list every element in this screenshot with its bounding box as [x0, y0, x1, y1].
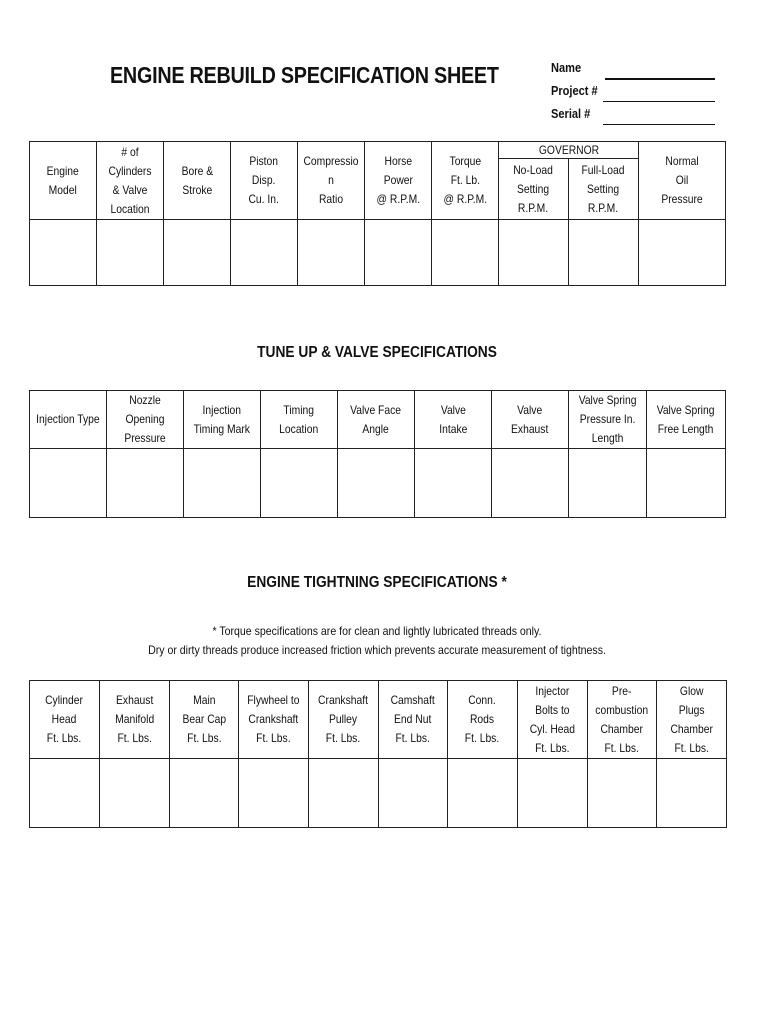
entry-cell[interactable]	[298, 220, 365, 286]
entry-cell[interactable]	[448, 759, 518, 828]
tightening-section-title: ENGINE TIGHTNING SPECIFICATIONS *	[247, 574, 507, 591]
header-main-bear-cap: Main Bear Cap Ft. Lbs.	[170, 681, 239, 759]
header-exhaust-manifold: Exhaust Manifold Ft. Lbs.	[100, 681, 170, 759]
entry-cell[interactable]	[97, 220, 164, 286]
entry-cell[interactable]	[415, 449, 492, 518]
header-bore-stroke: Bore & Stroke	[164, 142, 231, 220]
header-valve-face-angle: Valve Face Angle	[338, 391, 415, 449]
header-no-load-setting: No-Load Setting R.P.M.	[499, 159, 569, 220]
name-label: Name	[551, 60, 582, 75]
entry-cell[interactable]	[170, 759, 239, 828]
entry-cell[interactable]	[647, 449, 726, 518]
entry-cell[interactable]	[499, 220, 569, 286]
entry-cell[interactable]	[569, 220, 639, 286]
serial-label: Serial #	[551, 106, 591, 121]
header-piston-disp: Piston Disp. Cu. In.	[231, 142, 298, 220]
entry-cell[interactable]	[379, 759, 448, 828]
header-precombustion-chamber: Pre- combustion Chamber Ft. Lbs.	[588, 681, 657, 759]
entry-cell[interactable]	[231, 220, 298, 286]
header-nozzle-pressure: Nozzle Opening Pressure	[107, 391, 184, 449]
header-engine-model: Engine Model	[30, 142, 97, 220]
entry-cell[interactable]	[657, 759, 727, 828]
name-field	[551, 60, 721, 83]
tightening-entry-row	[30, 759, 727, 828]
header-full-load-setting: Full-Load Setting R.P.M.	[569, 159, 639, 220]
header-horse-power: Horse Power @ R.P.M.	[365, 142, 432, 220]
header-valve-spring-length: Valve Spring Free Length	[647, 391, 726, 449]
entry-cell[interactable]	[432, 220, 499, 286]
project-field	[551, 83, 721, 106]
header-flywheel-crankshaft: Flywheel to Crankshaft Ft. Lbs.	[239, 681, 309, 759]
header-conn-rods: Conn. Rods Ft. Lbs.	[448, 681, 518, 759]
header-valve-intake: Valve Intake	[415, 391, 492, 449]
entry-cell[interactable]	[639, 220, 726, 286]
header-compression-ratio: Compressio n Ratio	[298, 142, 365, 220]
torque-note	[148, 622, 606, 660]
entry-cell[interactable]	[309, 759, 379, 828]
entry-cell[interactable]	[365, 220, 432, 286]
header-cylinders: # of Cylinders & Valve Location	[97, 142, 164, 220]
engine-entry-row	[30, 220, 726, 286]
entry-cell[interactable]	[261, 449, 338, 518]
header-oil-pressure: Normal Oil Pressure	[639, 142, 726, 220]
entry-cell[interactable]	[107, 449, 184, 518]
entry-cell[interactable]	[30, 220, 97, 286]
entry-cell[interactable]	[492, 449, 569, 518]
entry-cell[interactable]	[30, 759, 100, 828]
entry-cell[interactable]	[518, 759, 588, 828]
project-input-line[interactable]	[603, 101, 715, 102]
engine-spec-table	[29, 141, 726, 286]
serial-input-line[interactable]	[603, 124, 715, 125]
page-title: ENGINE REBUILD SPECIFICATION SHEET	[110, 62, 499, 88]
name-input-line[interactable]	[605, 78, 715, 80]
tightening-spec-table	[29, 680, 727, 828]
serial-field	[551, 106, 721, 129]
header-injection-type: Injection Type	[30, 391, 107, 449]
entry-cell[interactable]	[239, 759, 309, 828]
header-crankshaft-pulley: Crankshaft Pulley Ft. Lbs.	[309, 681, 379, 759]
entry-cell[interactable]	[30, 449, 107, 518]
torque-note-line: Dry or dirty threads produce increased friction which prevents accurate measurement of tightness.	[148, 643, 606, 657]
torque-note-line: * Torque specifications are for clean and lightly lubricated threads only.	[212, 624, 542, 638]
entry-cell[interactable]	[100, 759, 170, 828]
header-valve-exhaust: Valve Exhaust	[492, 391, 569, 449]
entry-cell[interactable]	[569, 449, 647, 518]
tuneup-section-title: TUNE UP & VALVE SPECIFICATIONS	[257, 344, 497, 361]
header-injection-timing: Injection Timing Mark	[184, 391, 261, 449]
header-governor: GOVERNOR	[499, 142, 639, 159]
header-torque: Torque Ft. Lb. @ R.P.M.	[432, 142, 499, 220]
project-label: Project #	[551, 83, 598, 98]
header-injector-bolts: Injector Bolts to Cyl. Head Ft. Lbs.	[518, 681, 588, 759]
header-valve-spring-pressure: Valve Spring Pressure In. Length	[569, 391, 647, 449]
header-timing-location: Timing Location	[261, 391, 338, 449]
entry-cell[interactable]	[184, 449, 261, 518]
entry-cell[interactable]	[338, 449, 415, 518]
tuneup-entry-row	[30, 449, 726, 518]
header-camshaft-end-nut: Camshaft End Nut Ft. Lbs.	[379, 681, 448, 759]
info-fields	[551, 60, 721, 129]
tuneup-spec-table	[29, 390, 726, 518]
header-cylinder-head: Cylinder Head Ft. Lbs.	[30, 681, 100, 759]
entry-cell[interactable]	[164, 220, 231, 286]
header-glow-plugs: Glow Plugs Chamber Ft. Lbs.	[657, 681, 727, 759]
entry-cell[interactable]	[588, 759, 657, 828]
